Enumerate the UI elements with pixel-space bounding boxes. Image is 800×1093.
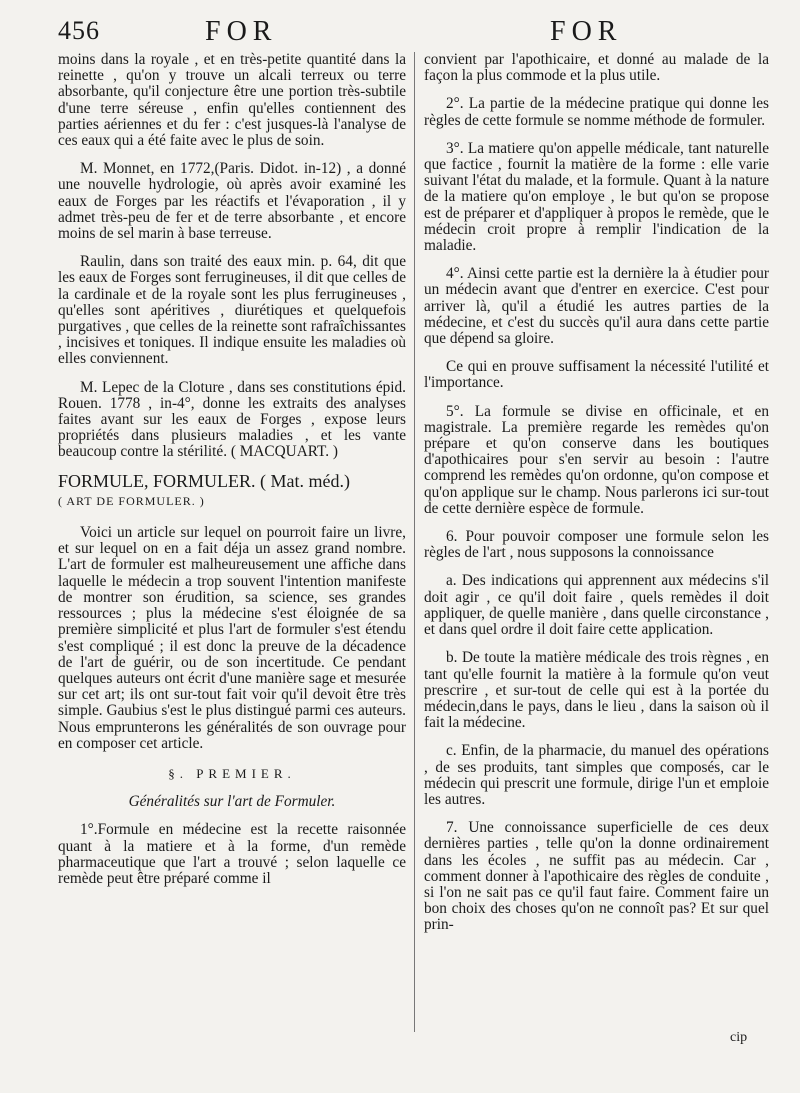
paragraph: Raulin, dans son traité des eaux min. p. 64, dit que les eaux de Forges sont ferrugineuses, il dit que celles de la cardinale et de la royale sont les plus ferrugineuses , qu'elles sont apéritives , diurétiques et quelquefois purgatives , que celles de la reinette sont rafraîchissantes , incisives et toniques. Il indique ensuite les maladies où elles conviennent. — [58, 253, 406, 368]
paragraph: b. De toute la matière médicale des trois règnes , en tant qu'elle fournit la matière à la formule qu'on veut prescrire , et sur-tout de celle qui est à la portée du médecin,dans le pays, dans le lieu , dans la saison où il fait la médecine. — [424, 649, 769, 732]
paragraph: 6. Pour pouvoir composer une formule selon les règles de l'art , nous supposons la connoissance — [424, 528, 769, 562]
paragraph: M. Lepec de la Cloture , dans ses constitutions épid. Rouen. 1778 , in-4°, donne les extraits des analyses faites avant sur les eaux de Forges , expose leurs propriétés dans plusieurs maladies , et les vante beaucoup contre la stérilité. ( MACQUART. ) — [58, 378, 406, 461]
running-head-left: FOR — [205, 16, 278, 47]
column-divider — [414, 52, 415, 1032]
paragraph: 7. Une connoissance superficielle de ces deux dernières parties , telle qu'on la donne ordinairement dans les écoles , ne suffit pas au médecin. Car , comment donner à l'apothicaire des règles de conduite , si l'on ne sait pas ce qu'il faut faire. Comment faire un bon choix des choses qu'on ne connoît pas? Et sur quel prin- — [424, 819, 769, 934]
paragraph: Voici un article sur lequel on pourroit faire un livre, et sur lequel on en a fait déja un assez grand nombre. L'art de formuler est malheureusement une affiche dans laquelle le médecin a trop souvent l'intention manifeste de montrer son érudition, sa science, ses grandes ressources ; plus la médecine s'est éloignée de sa première simplicité et plus l'art de formuler s'est étendu s'est compliqué ; il est donc la preuve de la décadence de l'art de guérir, ou de son incertitude. Ce pendant quelques auteurs ont écrit d'une manière sage et mesurée sur cet art; ils ont sur-tout fait voir qu'il devoit être très simple. Gaubius s'est le plus distingué parmi ces auteurs. Nous emprunterons les généralités de son ouvrage pour en composer cet article. — [58, 524, 406, 752]
paragraph: a. Des indications qui apprennent aux médecins s'il doit agir , ce qu'il doit faire , quels remèdes il doit appliquer, de quelle manière , dans quelle circonstance , et dans quel ordre il doit faire cette application. — [424, 572, 769, 639]
paragraph: 4°. Ainsi cette partie est la dernière la à étudier pour un médecin avant que d'entrer en exercice. C'est pour arriver là, qu'il a étudié les autres parties de la médecine, et c'est du succès qu'il aura dans cette partie que dépend sa gloire. — [424, 265, 769, 348]
page-number: 456 — [58, 16, 100, 45]
paragraph: 3°. La matiere qu'on appelle médicale, tant naturelle que factice , fournit la matière de la forme : elle varie suivant l'état du malade, et la formule. Quant à la nature de la matiere qu'on employe , le but qu'on se propose est de préparer et d'appliquer à propos le remède, que le médecin croit propre à remplir l'indication de la maladie. — [424, 139, 769, 255]
entry-subtitle: ( ART DE FORMULER. ) — [58, 493, 205, 508]
paragraph: 2°. La partie de la médecine pratique qui donne les règles de cette formule se nomme méthode de formuler. — [424, 95, 769, 129]
subsection-heading: Généralités sur l'art de Formuler. — [128, 793, 336, 811]
running-head-right: FOR — [550, 16, 623, 47]
paragraph: Ce qui en prouve suffisament la nécessité l'utilité et l'importance. — [424, 358, 769, 392]
catchword: cip — [730, 1030, 748, 1045]
left-column — [58, 52, 406, 899]
paragraph: 1°.Formule en médecine est la recette raisonnée quant à la matiere et à la forme, d'un remède pharmaceutique que l'art a trouvé ; selon laquelle ce remède peut être préparé comme il — [58, 821, 406, 887]
paragraph: c. Enfin, de la pharmacie, du manuel des opérations , de ses produits, tant simples que composés, car le médecin qui prescrit une formule, dirige l'un et emploie les autres. — [424, 742, 769, 808]
section-heading: §. PREMIER. — [168, 765, 296, 781]
entry-headword: FORMULE, FORMULER. ( Mat. méd.) — [58, 470, 350, 491]
paragraph: 5°. La formule se divise en officinale, et en magistrale. La première regarde les remèdes qu'on prépare et qu'on conserve dans les boutiques d'apothicaires pour s'en servir au besoin : l'autre comprend les remèdes qu'on ordonne, qu'on compose et qu'on applique sur le champ. Nous parlerons ici sur-tout de cette dernière espèce de formule. — [424, 402, 769, 517]
page-header — [0, 12, 800, 52]
paragraph: M. Monnet, en 1772,(Paris. Didot. in-12) , a donné une nouvelle hydrologie, où après avoir examiné les eaux de Forges par les réactifs et l'évaporation , il y admet très-peu de fer et de terre absorbante , et encore moins de sel marin à base terreuse. — [58, 160, 406, 243]
right-column — [424, 52, 769, 946]
paragraph: moins dans la royale , et en très-petite quantité dans la reinette , qu'on y trouve un alcali terreux ou terre absorbante, qu'il conjecture être une portion très-subtile d'une terre séreuse , enfin qu'elles contiennent des parties aériennes et du fer : c'est jusques-là l'analyse de ces eaux qui a été faite avec le plus de soin. — [58, 51, 406, 150]
paragraph: convient par l'apothicaire, et donné au malade de la façon la plus commode et la plus utile. — [424, 51, 769, 85]
